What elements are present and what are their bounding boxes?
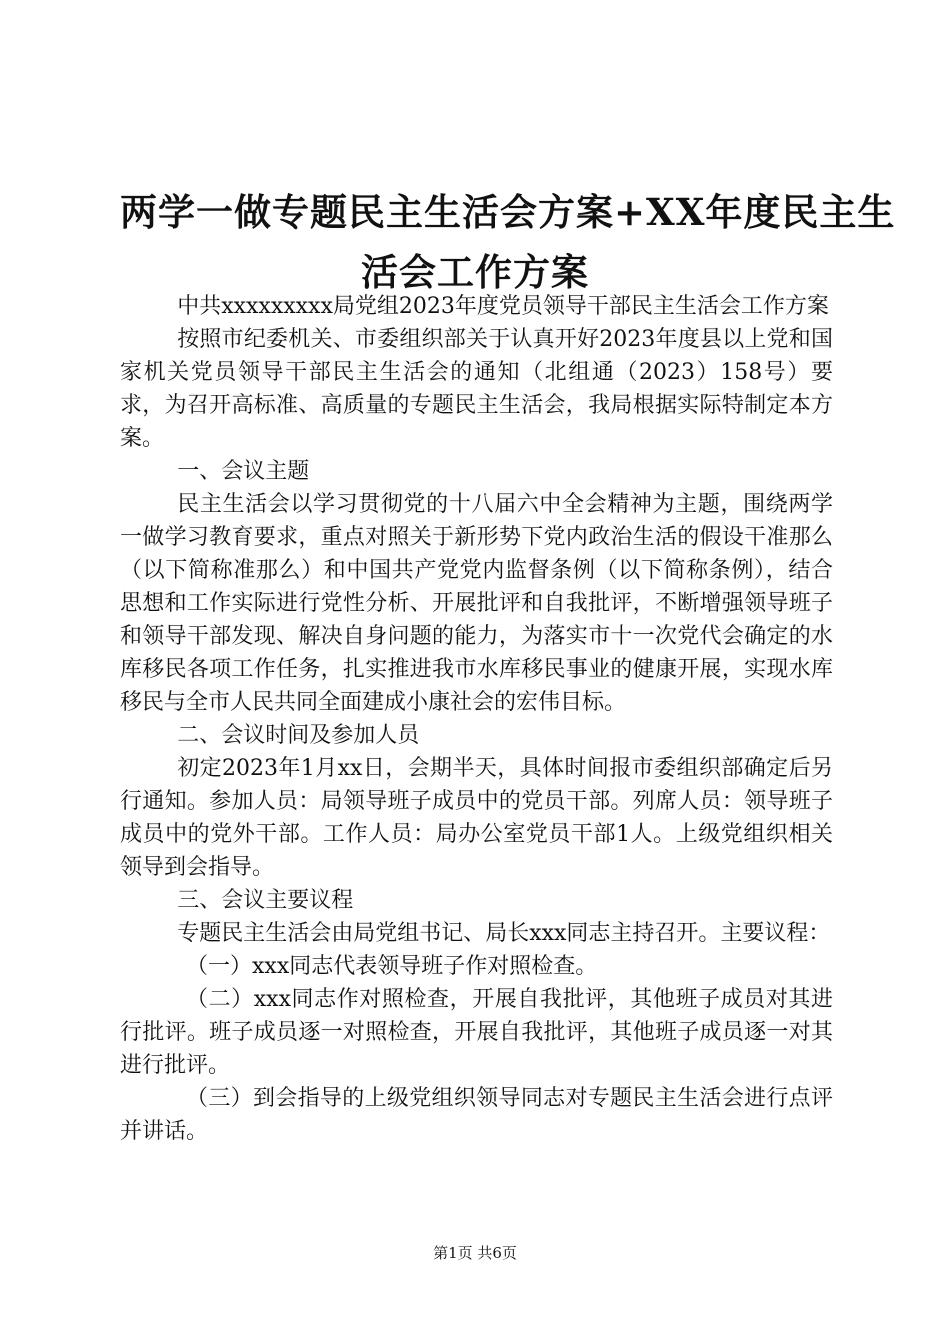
paragraph-heading-org: 中共xxxxxxxxx局党组2023年度党员领导干部民主生活会工作方案	[177, 294, 829, 319]
page-footer: 第1页 共6页	[433, 1244, 517, 1262]
paragraph-theme: 民主生活会以学习贯彻党的十八届六中全会精神为主题，围绕两学一做学习教育要求，重点对照关于新形势下党内政治生活的假设干准那么（以下简称准那么）和中国共产党党内监督条例（以下简称条例），结合思想和工作实际进行党性分析、开展批评和自我批评，不断增强领导班子和领导干部发现、解决自身问题的能力，为落实市十一次党代会确定的水库移民各项工作任务，扎实推进我市水库移民事业的健康开展，实现水库移民与全市人民共同全面建成小康社会的宏伟目标。	[120, 492, 833, 715]
paragraph-intro: 按照市纪委机关、市委组织部关于认真开好2023年度县以上党和国家机关党员领导干部民主生活会的通知（北组通（2023）158号）要求，为召开高标准、高质量的专题民主生活会，我局根据实际特制定本方案。	[120, 327, 833, 451]
agenda-item-2: （二）xxx同志作对照检查，开展自我批评，其他班子成员对其进行批评。班子成员逐一对照检查，开展自我批评，其他班子成员逐一对其进行批评。	[120, 987, 833, 1078]
paragraph-agenda: 专题民主生活会由局党组书记、局长xxx同志主持召开。主要议程：	[177, 921, 831, 946]
section-heading-theme: 一、会议主题	[177, 459, 310, 484]
title-line-1: 两学一做专题民主生活会方案+XX年度民主生	[120, 190, 896, 234]
paragraph-time: 初定2023年1月xx日，会期半天，具体时间报市委组织部确定后另行通知。参加人员：局领导班子成员中的党员干部。列席人员：领导班子成员中的党外干部。工作人员：局办公室党员干部1人。上级党组织相关领导到会指导。	[120, 756, 833, 880]
title-line-2: 活会工作方案	[361, 250, 589, 294]
section-heading-time: 二、会议时间及参加人员	[177, 723, 420, 748]
section-heading-agenda: 三、会议主要议程	[177, 888, 354, 913]
document-title	[120, 182, 896, 302]
agenda-item-3: （三）到会指导的上级党组织领导同志对专题民主生活会进行点评并讲话。	[120, 1086, 833, 1144]
agenda-item-1: （一）xxx同志代表领导班子作对照检查。	[186, 954, 598, 979]
document-body	[120, 290, 833, 1148]
